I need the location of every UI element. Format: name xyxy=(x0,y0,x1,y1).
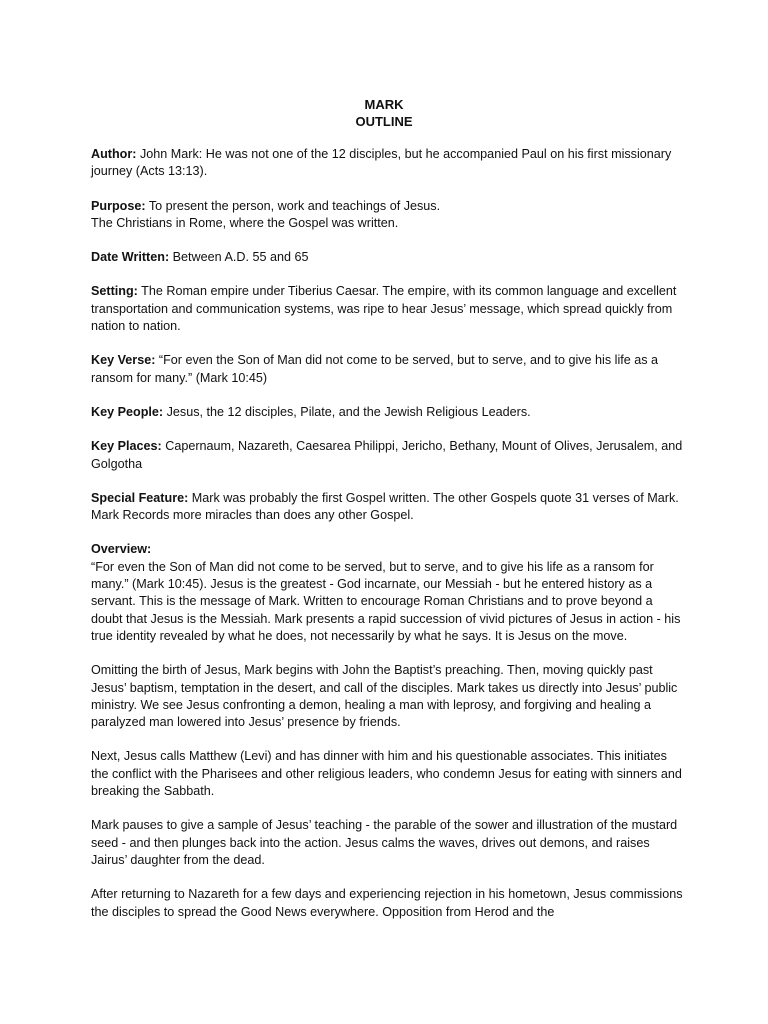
overview-paragraph xyxy=(91,817,687,869)
special-feature-text: Mark was probably the first Gospel written. The other Gospels quote 31 verses of Mark. Mark Records more miracles than does any other Gospel. xyxy=(91,490,679,523)
date-written-paragraph xyxy=(91,249,687,266)
purpose-paragraph xyxy=(91,198,687,233)
overview-text-2: Omitting the birth of Jesus, Mark begins with John the Baptist’s preaching. Then, moving quickly past Jesus’ baptism, temptation in the desert, and call of the disciples. Mark takes us directly into Jesus’ public ministry. We see Jesus confronting a demon, healing a man with leprosy, and forgiving and healing a paralyzed man lowered into Jesus’ presence by friends. xyxy=(91,663,678,730)
overview-paragraph xyxy=(91,541,687,645)
overview-text-5: After returning to Nazareth for a few days and experiencing rejection in his hometown, Jesus commissions the disciples to spread the Good News everywhere. Opposition from Herod and the xyxy=(91,887,683,919)
setting-label: Setting: xyxy=(91,284,138,299)
overview-paragraph xyxy=(91,662,687,731)
purpose-text: To present the person, work and teachings of Jesus. xyxy=(145,198,441,213)
date-written-text: Between A.D. 55 and 65 xyxy=(169,250,309,265)
overview-text-3: Next, Jesus calls Matthew (Levi) and has dinner with him and his questionable associates. This initiates the conflict with the Pharisees and other religious leaders, who condemn Jesus for eating with sinners and breaking the Sabbath. xyxy=(91,749,682,799)
key-people-text: Jesus, the 12 disciples, Pilate, and the Jewish Religious Leaders. xyxy=(163,404,531,419)
overview-text-4: Mark pauses to give a sample of Jesus’ teaching - the parable of the sower and illustration of the mustard seed - and then plunges back into the action. Jesus calms the waves, drives out demons, and raises Jairus’ daughter from the dead. xyxy=(91,818,678,867)
document-subtitle: OUTLINE xyxy=(355,114,413,129)
date-written-label: Date Written: xyxy=(91,250,170,265)
author-text: John Mark: He was not one of the 12 disciples, but he accompanied Paul on his first missionary journey (Acts 13:13). xyxy=(91,147,672,179)
key-places-label: Key Places: xyxy=(91,439,162,454)
key-people-paragraph xyxy=(91,404,687,421)
key-places-paragraph xyxy=(91,438,687,473)
overview-label: Overview: xyxy=(91,542,152,557)
key-verse-label: Key Verse: xyxy=(91,353,156,368)
setting-paragraph xyxy=(91,283,687,335)
document-heading xyxy=(0,96,768,130)
overview-text-1: “For even the Son of Man did not come to be served, but to serve, and to give his life as a ransom for many.” (Mark 10:45). Jesus is the greatest - God incarnate, our Messiah - but he entered history as a servant. This is the message of Mark. Written to encourage Roman Christians and to prove beyond a doubt that Jesus is the Messiah. Mark presents a rapid succession of vivid pictures of Jesus in action - his true identity revealed by what he does, not necessarily by what he says. It is Jesus on the move. xyxy=(91,559,681,643)
purpose-line-2: The Christians in Rome, where the Gospel was written. xyxy=(91,215,399,230)
author-paragraph xyxy=(91,146,687,181)
author-label: Author: xyxy=(91,147,137,161)
purpose-label: Purpose: xyxy=(91,198,146,213)
overview-paragraph xyxy=(91,748,687,800)
document-title: MARK xyxy=(364,97,404,112)
setting-text: The Roman empire under Tiberius Caesar. The empire, with its common language and excellent transportation and communication systems, was ripe to hear Jesus’ message, which spread quickly from nation to nation. xyxy=(91,284,677,334)
key-people-label: Key People: xyxy=(91,404,164,419)
special-feature-label: Special Feature: xyxy=(91,490,189,505)
key-verse-paragraph xyxy=(91,352,687,387)
overview-paragraph xyxy=(91,886,687,921)
document-body xyxy=(91,146,687,938)
key-verse-text: “For even the Son of Man did not come to be served, but to serve, and to give his life as a ransom for many.” (Mark 10:45) xyxy=(91,353,659,385)
special-feature-paragraph xyxy=(91,490,687,525)
key-places-text: Capernaum, Nazareth, Caesarea Philippi, Jericho, Bethany, Mount of Olives, Jerusalem, and Golgotha xyxy=(91,439,683,471)
